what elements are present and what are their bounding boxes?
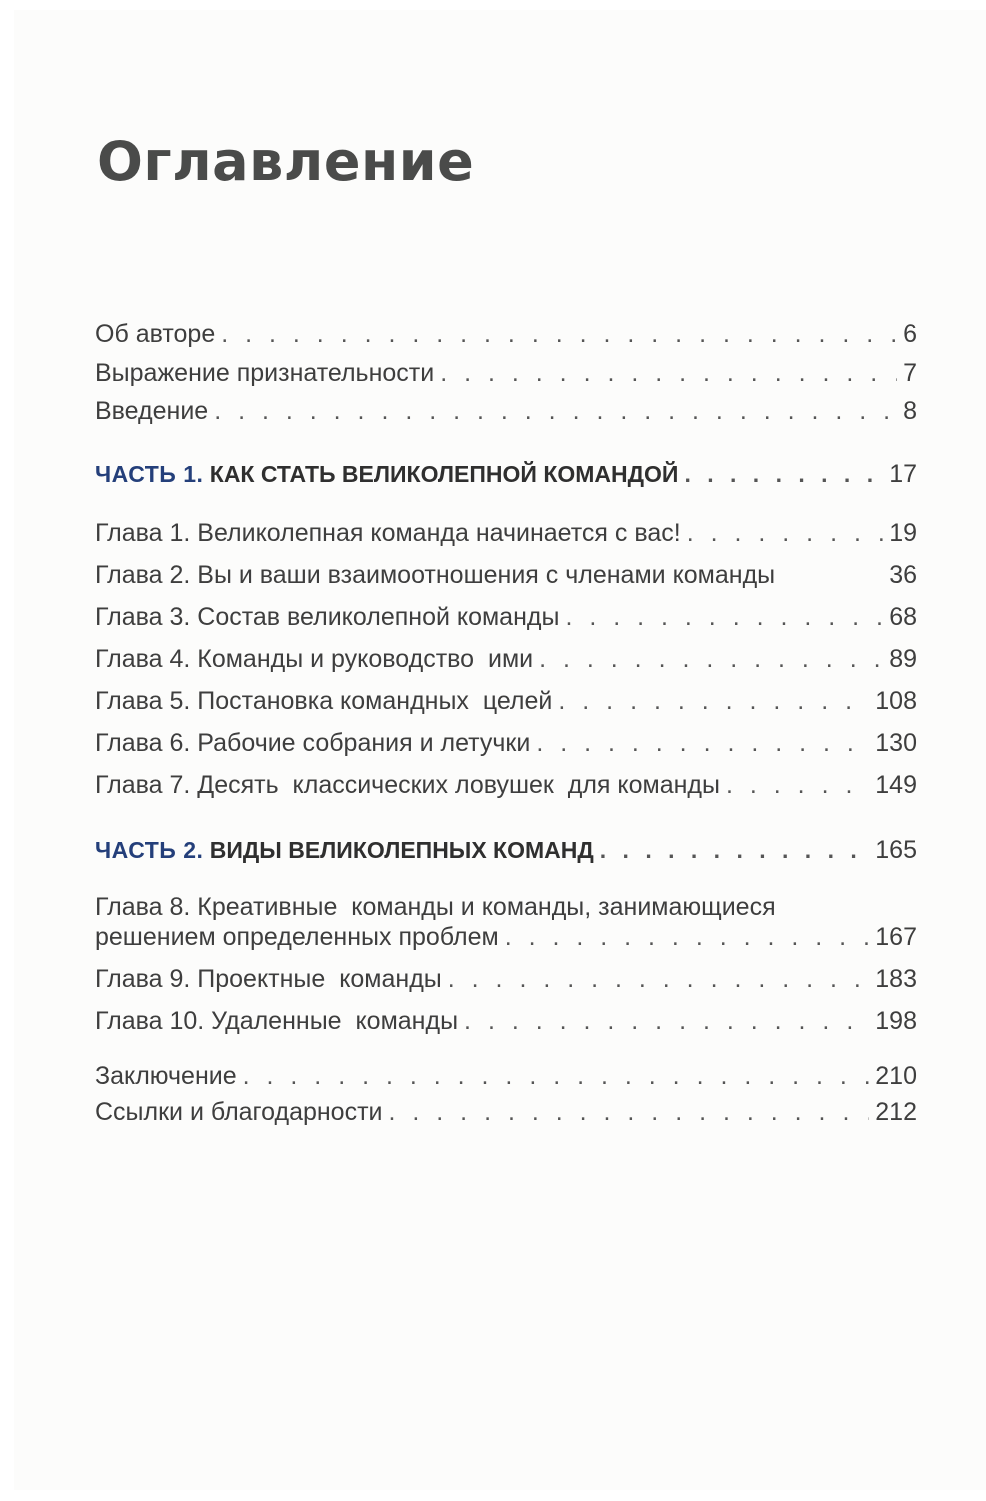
- page-title: Оглавление: [97, 130, 475, 193]
- toc-entry[interactable]: [95, 319, 917, 349]
- chapter-title: Глава 8. Креативные команды и команды, занимающиеся: [95, 893, 776, 921]
- part-label: ЧАСТЬ 2.: [95, 837, 204, 863]
- chapter-page: 198: [875, 1007, 917, 1035]
- leader-dots: [536, 728, 869, 758]
- chapter-title-continued: решением определенных проблем: [95, 923, 499, 951]
- part-page: 165: [875, 836, 917, 864]
- chapter-page: 149: [875, 771, 917, 799]
- toc-entry-page: 7: [903, 359, 917, 387]
- leader-dots: [440, 358, 897, 388]
- leader-dots: [687, 518, 883, 548]
- leader-dots: [505, 922, 870, 952]
- toc-entry-page: 210: [875, 1062, 917, 1090]
- part-2: [95, 835, 917, 865]
- chapter-entry[interactable]: [95, 602, 917, 632]
- leader-dots: [726, 770, 869, 800]
- chapter-page: 36: [889, 561, 917, 589]
- back-matter: [95, 1061, 917, 1127]
- leader-dots: [684, 459, 883, 489]
- toc-entry-title: Введение: [95, 397, 209, 425]
- chapter-page: 19: [889, 519, 917, 547]
- toc-entry-title: Ссылки и благодарности: [95, 1098, 383, 1126]
- chapter-page: 167: [875, 923, 917, 951]
- chapter-title: Глава 4. Команды и руководство ими: [95, 645, 534, 673]
- leader-dots: [558, 686, 869, 716]
- chapter-page: 130: [875, 729, 917, 757]
- front-matter: [95, 319, 917, 426]
- leader-dots: [600, 835, 870, 865]
- chapter-title: Глава 9. Проектные команды: [95, 965, 442, 993]
- chapter-title: Глава 7. Десять классических ловушек для команды: [95, 771, 720, 799]
- leader-dots: [243, 1061, 870, 1091]
- toc-entry-title: Выражение признательности: [95, 359, 435, 387]
- toc-entry[interactable]: [95, 358, 917, 388]
- part-1-chapters: [95, 518, 917, 800]
- chapter-page: 89: [889, 645, 917, 673]
- part-page: 17: [889, 460, 917, 488]
- chapter-entry[interactable]: [95, 644, 917, 674]
- part-2-chapters: [95, 892, 917, 1036]
- toc-entry[interactable]: [95, 1061, 917, 1091]
- leader-dots: [539, 644, 883, 674]
- chapter-title: Глава 2. Вы и ваши взаимоотношения с членами команды: [95, 561, 776, 589]
- leader-dots: [448, 964, 870, 994]
- toc-entry[interactable]: [95, 396, 917, 426]
- chapter-title: Глава 3. Состав великолепной команды: [95, 603, 560, 631]
- chapter-entry[interactable]: [95, 728, 917, 758]
- toc-entry[interactable]: [95, 1097, 917, 1127]
- chapter-entry[interactable]: [95, 686, 917, 716]
- toc-entry-page: 212: [875, 1098, 917, 1126]
- part-heading[interactable]: [95, 459, 917, 489]
- part-title: КАК СТАТЬ ВЕЛИКОЛЕПНОЙ КОМАНДОЙ: [209, 461, 679, 487]
- chapter-entry[interactable]: [95, 770, 917, 800]
- part-1: [95, 459, 917, 489]
- chapter-page: 108: [875, 687, 917, 715]
- chapter-entry[interactable]: [95, 560, 917, 590]
- chapter-page: 183: [875, 965, 917, 993]
- toc-entry-title: Об авторе: [95, 320, 216, 348]
- part-heading[interactable]: [95, 835, 917, 865]
- chapter-title: Глава 1. Великолепная команда начинается с вас!: [95, 519, 681, 547]
- leader-dots: [565, 602, 883, 632]
- part-title: ВИДЫ ВЕЛИКОЛЕПНЫХ КОМАНД: [209, 837, 594, 863]
- leader-dots: [221, 319, 897, 349]
- toc-entry-page: 8: [903, 397, 917, 425]
- chapter-title: Глава 10. Удаленные команды: [95, 1007, 459, 1035]
- chapter-entry[interactable]: [95, 518, 917, 548]
- leader-dots: [214, 396, 897, 426]
- leader-dots: [464, 1006, 869, 1036]
- leader-dots: [389, 1097, 870, 1127]
- chapter-title: Глава 5. Постановка командных целей: [95, 687, 553, 715]
- chapter-entry[interactable]: [95, 1006, 917, 1036]
- chapter-page: 68: [889, 603, 917, 631]
- chapter-entry[interactable]: [95, 892, 917, 952]
- chapter-title: Глава 6. Рабочие собрания и летучки: [95, 729, 531, 757]
- toc-entry-title: Заключение: [95, 1062, 237, 1090]
- part-label: ЧАСТЬ 1.: [95, 461, 204, 487]
- toc-entry-page: 6: [903, 320, 917, 348]
- chapter-entry[interactable]: [95, 964, 917, 994]
